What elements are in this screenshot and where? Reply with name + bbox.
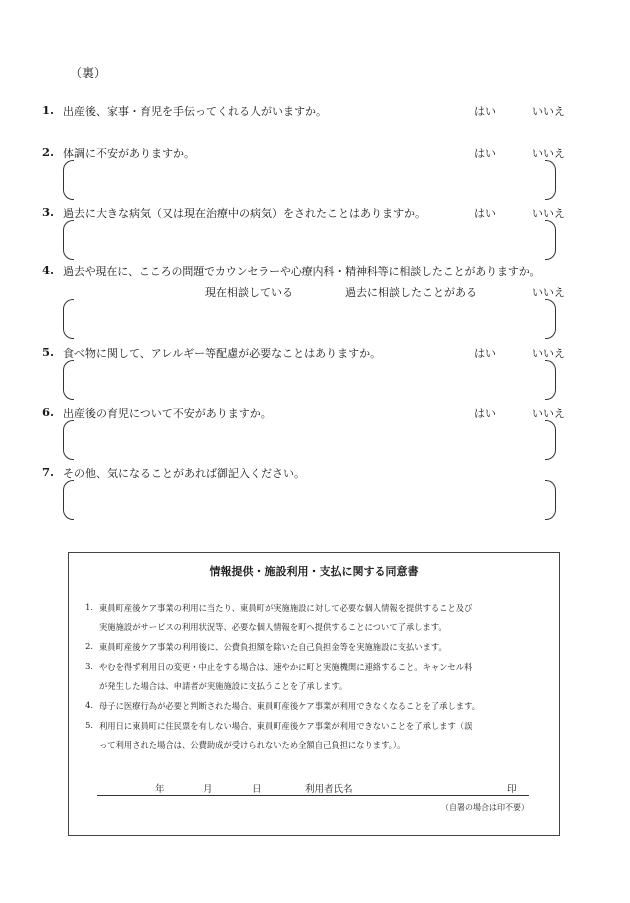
consent-item-1-line-2: 実施施設がサービスの利用状況等、必要な個人情報を町へ提供することについて了承します。: [99, 622, 447, 632]
question-4-past-consultation-option[interactable]: 過去に相談したことがある: [345, 286, 477, 299]
question-6-answer-box-left-bracket[interactable]: [63, 420, 74, 460]
question-7-answer-box-left-bracket[interactable]: [63, 480, 74, 520]
signature-seal-label: 印: [507, 784, 517, 795]
question-3-yes-option[interactable]: はい: [474, 207, 496, 220]
signature-day-label: 日: [252, 784, 262, 795]
question-4-text: 過去や現在に、こころの問題でカウンセラーや心療内科・精神科等に相談したことがありますか。: [63, 265, 541, 278]
question-7-number: 7.: [42, 465, 55, 479]
question-4-number: 4.: [42, 263, 55, 277]
consent-item-1-number: 1.: [85, 602, 93, 612]
consent-item-5-line-1: 利用日に東員町に住民票を有しない場合、東員町産後ケア事業が利用できないことを了承します（誤: [99, 721, 473, 731]
question-5-number: 5.: [42, 345, 55, 359]
consent-item-4-line-1: 母子に医療行為が必要と判断された場合、東員町産後ケア事業が利用できなくなることを了承します。: [99, 701, 480, 711]
question-1-yes-option[interactable]: はい: [474, 105, 496, 118]
consent-item-3-number: 3.: [85, 661, 93, 671]
signature-year-label: 年: [155, 784, 165, 795]
question-1-no-option[interactable]: いいえ: [532, 105, 565, 118]
question-5-text: 食べ物に関して、アレルギー等配慮が必要なことはありますか。: [63, 347, 382, 360]
question-2-no-option[interactable]: いいえ: [532, 147, 565, 160]
signature-seal-note: （自署の場合は印不要）: [441, 803, 529, 812]
consent-item-1-line-1: 東員町産後ケア事業の利用に当たり、東員町が実施施設に対して必要な個人情報を提供すること及び: [99, 603, 473, 613]
question-5-no-option[interactable]: いいえ: [532, 347, 565, 360]
consent-form-box: [68, 552, 560, 836]
question-2-answer-box-right-bracket[interactable]: [545, 160, 556, 200]
question-4-no-option[interactable]: いいえ: [532, 286, 565, 299]
signature-name-label: 利用者氏名: [305, 784, 353, 795]
signature-line[interactable]: [97, 795, 529, 796]
question-3-no-option[interactable]: いいえ: [532, 207, 565, 220]
question-3-answer-box-left-bracket[interactable]: [63, 220, 74, 260]
question-2-text: 体調に不安がありますか。: [63, 147, 195, 160]
question-5-yes-option[interactable]: はい: [474, 347, 496, 360]
question-3-text: 過去に大きな病気（又は現在治療中の病気）をされたことはありますか。: [63, 207, 426, 220]
question-2-answer-box-left-bracket[interactable]: [63, 160, 74, 200]
question-5-answer-box-left-bracket[interactable]: [63, 360, 74, 400]
question-7-answer-box-right-bracket[interactable]: [545, 480, 556, 520]
question-6-yes-option[interactable]: はい: [474, 407, 496, 420]
consent-item-2-line-1: 東員町産後ケア事業の利用後に、公費負担額を除いた自己負担金等を実施施設に支払います。: [99, 642, 447, 652]
question-7-text: その他、気になることがあれば御記入ください。: [63, 467, 305, 480]
page-side-label: （裏）: [70, 66, 107, 80]
question-2-number: 2.: [42, 145, 55, 159]
question-6-number: 6.: [42, 405, 55, 419]
question-3-number: 3.: [42, 205, 55, 219]
question-4-answer-box-left-bracket[interactable]: [63, 299, 74, 339]
consent-item-2-number: 2.: [85, 641, 93, 651]
question-3-answer-box-right-bracket[interactable]: [545, 220, 556, 260]
consent-item-5-line-2: って利用された場合は、公費助成が受けられないため全額自己負担になります。）。: [99, 740, 406, 750]
consent-item-3-line-2: が発生した場合は、申請者が実施施設に支払うことを了承します。: [99, 681, 348, 691]
question-6-no-option[interactable]: いいえ: [532, 407, 565, 420]
question-6-answer-box-right-bracket[interactable]: [545, 420, 556, 460]
signature-month-label: 月: [203, 784, 213, 795]
question-1-text: 出産後、家事・育児を手伝ってくれる人がいますか。: [63, 105, 327, 118]
consent-item-3-line-1: やむを得ず利用日の変更・中止をする場合は、速やかに町と実施機関に連絡すること。キャンセル料: [99, 662, 473, 672]
question-4-answer-box-right-bracket[interactable]: [545, 299, 556, 339]
consent-item-4-number: 4.: [85, 700, 93, 710]
consent-item-5-number: 5.: [85, 720, 93, 730]
question-2-yes-option[interactable]: はい: [474, 147, 496, 160]
question-5-answer-box-right-bracket[interactable]: [545, 360, 556, 400]
question-6-text: 出産後の育児について不安がありますか。: [63, 407, 272, 420]
question-4-current-consultation-option[interactable]: 現在相談している: [205, 286, 293, 299]
question-1-number: 1.: [42, 103, 55, 117]
consent-title: 情報提供・施設利用・支払に関する同意書: [209, 565, 419, 578]
